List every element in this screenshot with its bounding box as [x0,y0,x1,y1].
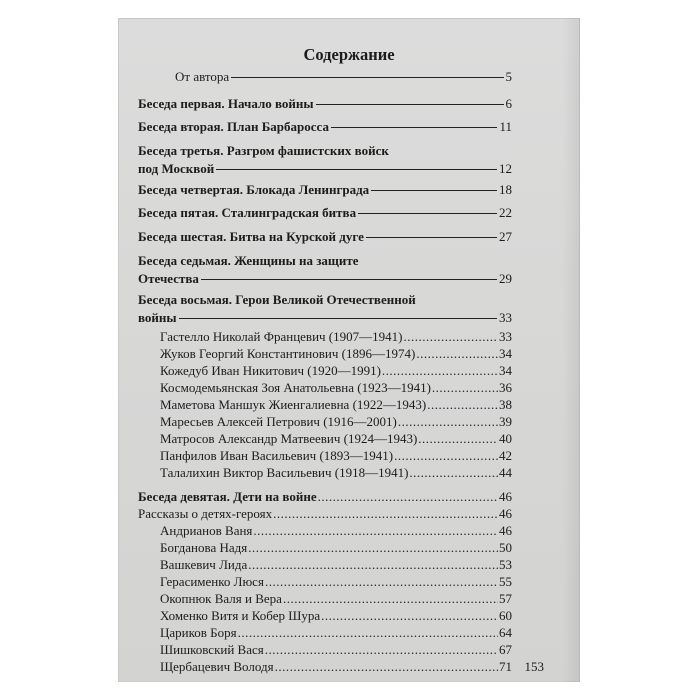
toc-entry-title: Андрианов Ваня [160,523,253,538]
toc-leader [358,213,497,214]
toc-entry-title: Шишковский Вася [160,642,264,657]
toc-leader [248,556,498,573]
toc-page-number: 57 [499,591,512,606]
toc-subentry [160,522,512,539]
toc-subentry [160,641,512,658]
toc-entry-title: под Москвой [138,161,215,176]
toc-entry-title: Вашкевич Лида [160,557,248,572]
toc-leader [432,379,498,396]
toc-page-number: 18 [499,182,512,197]
toc-entry-title: Окопнюк Валя и Вера [160,591,282,606]
toc-page-number: 42 [499,448,512,463]
toc-entry-title: Рассказы о детях-героях [138,506,273,521]
toc-leader [371,190,497,191]
toc-subentry [160,447,512,464]
toc-page-number: 29 [499,271,512,286]
toc-leader [318,488,498,505]
toc-page-number: 71 [499,659,512,674]
toc-subentry [160,573,512,590]
toc-entry-title: Беседа пятая. Сталинградская битва [138,205,357,220]
toc-page-number: 12 [499,161,512,176]
toc-page-number: 39 [499,414,512,429]
toc-entry-title: Беседа девятая. Дети на войне [138,489,317,504]
toc-page-number: 53 [499,557,512,572]
toc-subentry [160,658,512,675]
toc-leader [416,345,498,362]
toc-page-number: 34 [499,346,512,361]
toc-leader [248,539,498,556]
toc-subentry [160,379,512,396]
toc-entry [138,181,512,198]
toc-entry-title: Талалихин Виктор Васильевич (1918—1941) [160,465,409,480]
page-title: Содержание [303,45,395,64]
toc-subentry [160,556,512,573]
toc-leader [409,464,498,481]
toc-page-number: 6 [505,96,512,111]
toc-leader [283,590,498,607]
toc-entry [138,142,512,177]
toc-entry-title: Матросов Александр Матвеевич (1924—1943) [160,431,418,446]
toc-page-number: 34 [499,363,512,378]
toc-subentry [160,464,512,481]
toc-leader [253,522,498,539]
toc-page-number: 22 [499,205,512,220]
toc-page-number: 40 [499,431,512,446]
toc-leader [418,430,498,447]
toc-entry-title: Маметова Маншук Жиенгалиевна (1922—1943) [160,397,427,412]
toc-entry-title: Отечества [138,271,199,286]
toc-page-number: 5 [505,69,512,84]
toc-page-number: 46 [499,523,512,538]
toc-entry-title: Гастелло Николай Францевич (1907—1941) [160,329,403,344]
page-number: 153 [524,659,544,674]
toc-subentry [138,505,512,522]
toc-entry-title: Хоменко Витя и Кобер Шура [160,608,321,623]
toc-entry [138,204,512,221]
toc-page-number: 50 [499,540,512,555]
toc-entry-title: Цариков Боря [160,625,237,640]
toc-entry-title: Маресьев Алексей Петрович (1916—2001) [160,414,397,429]
toc-entry [138,118,512,135]
toc-entry-title: Космодемьянская Зоя Анатольевна (1923—1941) [160,380,431,395]
page-shadow [562,18,580,682]
toc-entry-title: Беседа первая. Начало войны [138,96,314,111]
toc-leader [201,279,497,280]
toc-subentry [160,624,512,641]
toc-page-number: 36 [499,380,512,395]
toc-entry-title: Беседа четвертая. Блокада Ленинграда [138,182,370,197]
toc-leader [275,658,498,675]
toc-leader [398,413,498,430]
toc-page-number: 11 [499,119,512,134]
toc-subentry [160,345,512,362]
toc-entry-title-line1: Беседа третья. Разгром фашистских войск [138,143,389,158]
toc-entry-title: От автора [175,69,230,84]
toc-subentry [160,430,512,447]
toc-page-number: 33 [499,310,512,325]
toc-leader [316,104,504,105]
toc-subentry [160,396,512,413]
toc-leader [265,573,498,590]
toc-entry-title: Жуков Георгий Константинович (1896—1974) [160,346,416,361]
toc-leader [265,641,498,658]
toc-subentry [160,590,512,607]
toc-page-number: 64 [499,625,512,640]
toc-entry [138,228,512,245]
toc-entry [138,488,512,505]
book-page [118,18,580,682]
toc-page-number: 55 [499,574,512,589]
toc-entry-title-line1: Беседа седьмая. Женщины на защите [138,253,359,268]
toc-page-number: 46 [499,489,512,504]
toc-page-number: 38 [499,397,512,412]
toc-page-number: 44 [499,465,512,480]
toc-subentry [160,539,512,556]
toc-page-number: 46 [499,506,512,521]
toc-entry-title: Богданова Надя [160,540,248,555]
toc-leader [427,396,498,413]
toc-leader [331,127,498,128]
toc-entry-title: Панфилов Иван Васильевич (1893—1941) [160,448,394,463]
toc-subentry [160,413,512,430]
toc-entry [138,291,512,326]
toc-entry-title: Герасименко Люся [160,574,264,589]
toc-entry-title: Кожедуб Иван Никитович (1920—1991) [160,363,381,378]
toc-leader [238,624,498,641]
toc-entry-title: войны [138,310,177,325]
toc-leader [382,362,498,379]
toc-entry [138,95,512,112]
toc-leader [321,607,498,624]
toc-page-number: 27 [499,229,512,244]
toc-leader [403,328,498,345]
toc-entry [138,252,512,287]
toc-leader [273,505,498,522]
toc-entry-title: Беседа шестая. Битва на Курской дуге [138,229,364,244]
toc-subentry [160,607,512,624]
toc-leader [179,318,497,319]
toc-entry-title: Щербацевич Володя [160,659,274,674]
toc-page-number: 33 [499,329,512,344]
toc-leader [231,77,503,78]
toc-entry-title: Беседа вторая. План Барбаросса [138,119,329,134]
toc-subentry [160,362,512,379]
toc-leader [366,237,497,238]
toc-entry [175,68,512,85]
toc-entry-title-line1: Беседа восьмая. Герои Великой Отечественной [138,292,416,307]
toc-subentry [160,328,512,345]
toc-page-number: 67 [499,642,512,657]
toc-page-number: 60 [499,608,512,623]
toc-leader [394,447,498,464]
toc-leader [216,169,497,170]
